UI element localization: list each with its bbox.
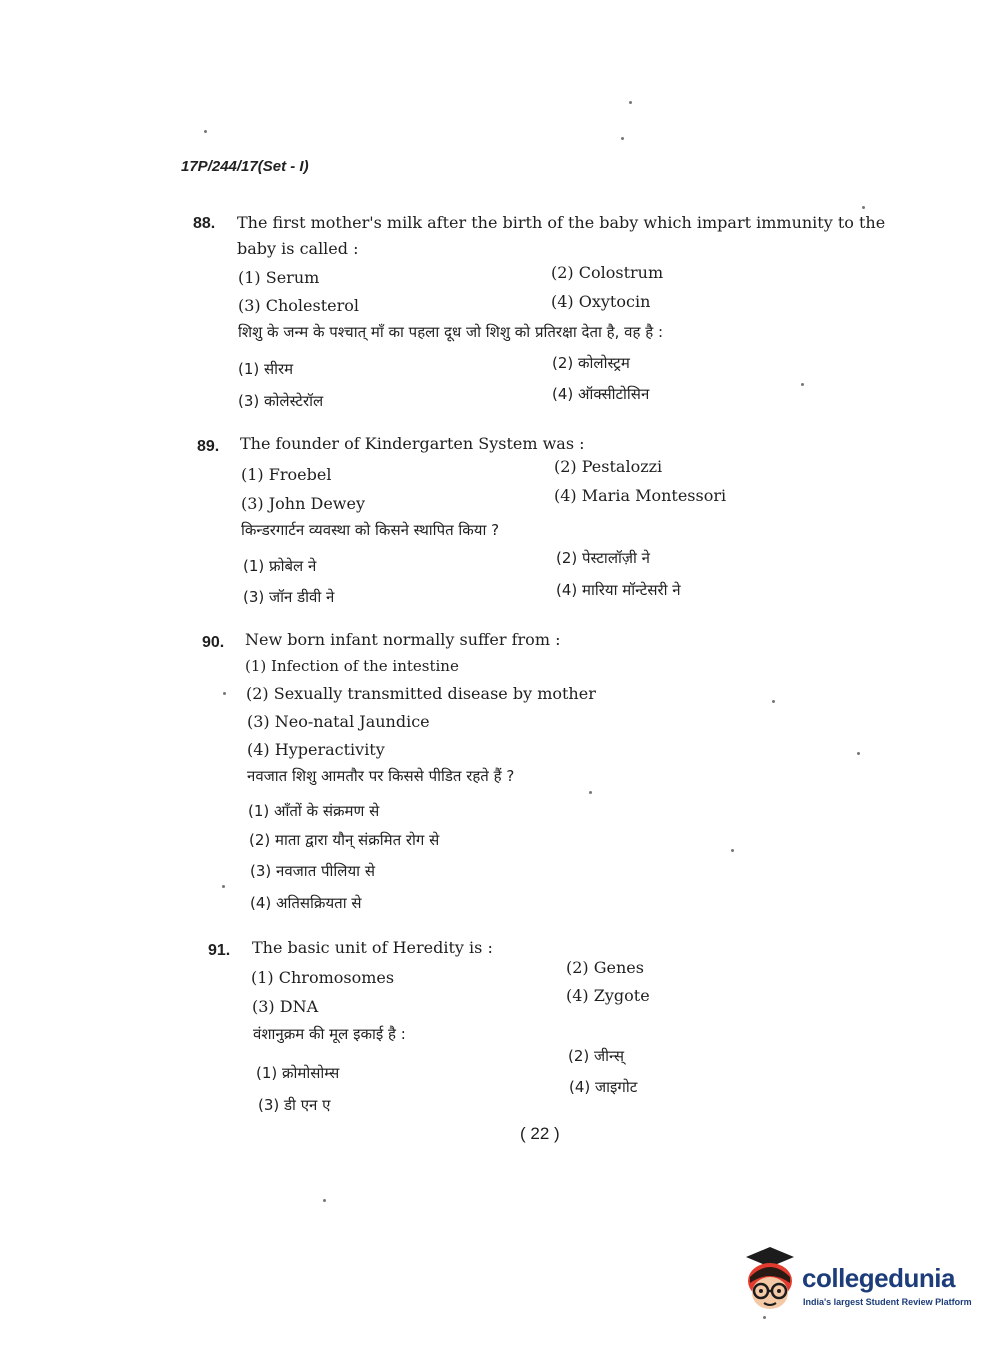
hindi-question-text: किन्डरगार्टन व्यवस्था को किसने स्थापित किया ? <box>241 521 500 539</box>
collegedunia-watermark <box>740 1245 975 1325</box>
scan-speck <box>204 130 207 133</box>
question-number: 91. <box>208 942 231 959</box>
hindi-option-1: (1) क्रोमोसोम्स <box>256 1064 340 1082</box>
scan-speck <box>589 791 592 794</box>
hindi-option-3: (3) नवजात पीलिया से <box>250 862 375 880</box>
scan-speck <box>862 206 865 209</box>
scan-speck <box>629 101 632 104</box>
question-number: 89. <box>197 438 220 455</box>
hindi-option-2: (2) कोलोस्ट्रम <box>552 354 630 372</box>
paper-code: 17P/244/17(Set - I) <box>181 158 309 175</box>
brand-name: collegedunia <box>802 1263 955 1293</box>
option-4: (4) Oxytocin <box>551 292 651 311</box>
hindi-option-4: (4) अतिसक्रियता से <box>250 894 362 912</box>
hindi-option-2: (2) पेस्टालॉज़ी ने <box>556 549 650 567</box>
hindi-option-1: (1) आँतों के संक्रमण से <box>248 802 380 820</box>
question-number: 88. <box>193 215 216 232</box>
brand-tagline: India's largest Student Review Platform <box>803 1297 972 1307</box>
option-4: (4) Hyperactivity <box>247 740 385 759</box>
option-2: (2) Colostrum <box>551 263 664 282</box>
hindi-option-3: (3) कोलेस्टेरॉल <box>238 392 324 410</box>
hindi-option-3: (3) डी एन ए <box>258 1096 331 1114</box>
hindi-option-2: (2) माता द्वारा यौन् संक्रमित रोग से <box>249 831 440 849</box>
hindi-option-1: (1) फ्रोबेल ने <box>243 557 317 575</box>
option-4: (4) Zygote <box>566 986 650 1005</box>
hindi-option-4: (4) जाइगोट <box>569 1078 638 1096</box>
question-text: The basic unit of Heredity is : <box>252 938 493 957</box>
hindi-question-text: नवजात शिशु आमतौर पर किससे पीडित रहते हैं ? <box>247 767 515 785</box>
option-3: (3) Neo-natal Jaundice <box>247 712 430 731</box>
hindi-option-4: (4) मारिया मॉन्टेसरी ने <box>556 581 681 599</box>
option-4: (4) Maria Montessori <box>554 486 727 505</box>
scan-speck <box>621 137 624 140</box>
option-2: (2) Pestalozzi <box>554 457 663 476</box>
option-1: (1) Chromosomes <box>251 968 395 987</box>
option-1: (1) Serum <box>238 268 320 287</box>
option-3: (3) DNA <box>252 997 319 1016</box>
scan-speck <box>857 752 860 755</box>
mascot-logo-icon <box>740 1247 800 1313</box>
hindi-question-text: वंशानुक्रम की मूल इकाई है : <box>253 1025 406 1043</box>
option-3: (3) Cholesterol <box>238 296 360 315</box>
scan-speck <box>222 885 225 888</box>
option-3: (3) John Dewey <box>241 494 365 513</box>
option-1: (1) Froebel <box>241 465 332 484</box>
scan-speck <box>801 383 804 386</box>
page-number: ( 22 ) <box>520 1124 560 1143</box>
question-text: New born infant normally suffer from : <box>245 630 561 649</box>
option-1: (1) Infection of the intestine <box>245 657 459 675</box>
option-2: (2) Sexually transmitted disease by mother <box>246 684 596 703</box>
question-text-continued: baby is called : <box>237 239 359 258</box>
hindi-option-2: (2) जीन्स् <box>568 1047 625 1065</box>
scan-speck <box>223 692 226 695</box>
scan-speck <box>772 700 775 703</box>
question-text: The founder of Kindergarten System was : <box>240 434 585 453</box>
option-2: (2) Genes <box>566 958 644 977</box>
scan-speck <box>731 849 734 852</box>
question-text: The first mother's milk after the birth of the baby which impart immunity to the <box>237 213 886 232</box>
hindi-question-text: शिशु के जन्म के पश्चात् माँ का पहला दूध जो शिशु को प्रतिरक्षा देता है, वह है : <box>238 323 664 341</box>
question-number: 90. <box>202 634 225 651</box>
hindi-option-1: (1) सीरम <box>238 360 294 378</box>
hindi-option-4: (4) ऑक्सीटोसिन <box>552 385 650 403</box>
hindi-option-3: (3) जॉन डीवी ने <box>243 588 335 606</box>
scan-speck <box>323 1199 326 1202</box>
